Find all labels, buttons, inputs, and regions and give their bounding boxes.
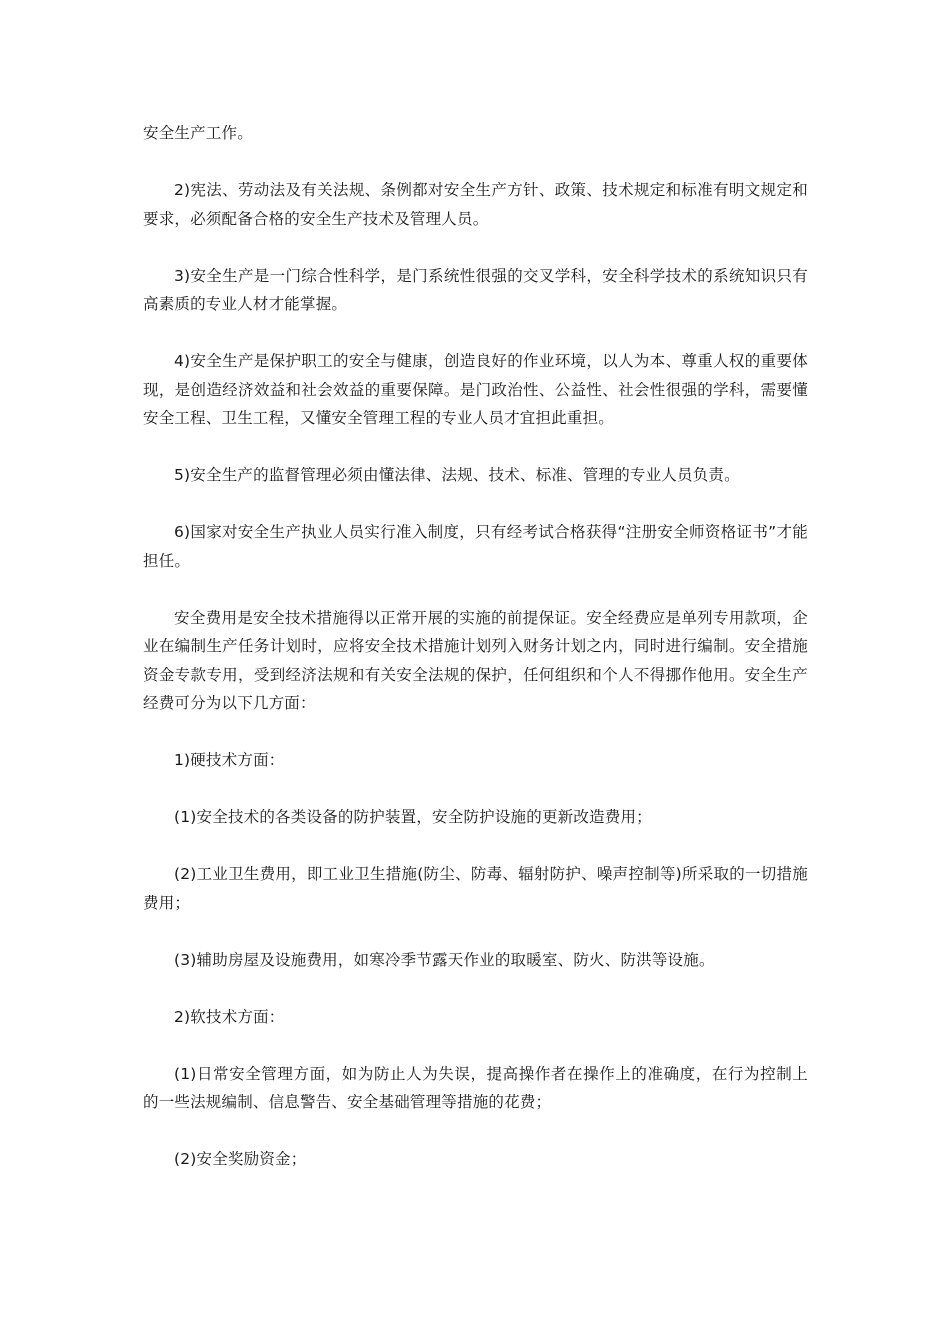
- paragraph-9: (2)工业卫生费用，即工业卫生措施(防尘、防毒、辐射防护、噪声控制等)所采取的一切措施费用；: [143, 865, 808, 912]
- paragraph-12: (1)日常安全管理方面，如为防止人为失误，提高操作者在操作上的准确度，在行为控制上的一些法规编制、信息警告、安全基础管理等措施的花费；: [143, 1064, 808, 1111]
- paragraph-8: (1)安全技术的各类设备的防护装置，安全防护设施的更新改造费用；: [174, 808, 652, 826]
- paragraph-5: 6)国家对安全生产执业人员实行准入制度，只有经考试合格获得“注册安全师资格证书”才能担任。: [143, 523, 808, 570]
- paragraph-6: 安全费用是安全技术措施得以正常开展的实施的前提保证。安全经费应是单列专用款项，企业在编制生产任务计划时，应将安全技术措施计划列入财务计划之内，同时进行编制。安全措施资金专款专用，受到经济法规和有关安全法规的保护，任何组织和个人不得挪作他用。安全生产经费可分为以下几方面：: [143, 608, 808, 712]
- paragraph-4: 5)安全生产的监督管理必须由懂法律、法规、技术、标准、管理的专业人员负责。: [174, 466, 740, 484]
- paragraph-2: 3)安全生产是一门综合性科学，是门系统性很强的交叉学科，安全科学技术的系统知识只有高素质的专业人材才能掌握。: [143, 266, 808, 313]
- paragraph-7: 1)硬技术方面：: [174, 751, 285, 769]
- paragraph-0: 安全生产工作。: [143, 124, 253, 142]
- paragraph-13: (2)安全奖励资金；: [174, 1150, 307, 1168]
- document-body: [143, 119, 808, 1202]
- paragraph-11: 2)软技术方面：: [174, 1007, 285, 1026]
- paragraph-3: 4)安全生产是保护职工的安全与健康，创造良好的作业环境，以人为本、尊重人权的重要体现，是创造经济效益和社会效益的重要保障。是门政治性、公益性、社会性很强的学科，需要懂安全工程、卫生工程，又懂安全管理工程的专业人员才宜担此重担。: [143, 352, 808, 427]
- paragraph-1: 2)宪法、劳动法及有关法规、条例都对安全生产方针、政策、技术规定和标准有明文规定和要求，必须配备合格的安全生产技术及管理人员。: [143, 181, 808, 228]
- paragraph-10: (3)辅助房屋及设施费用，如寒冷季节露天作业的取暖室、防火、防洪等设施。: [174, 950, 715, 969]
